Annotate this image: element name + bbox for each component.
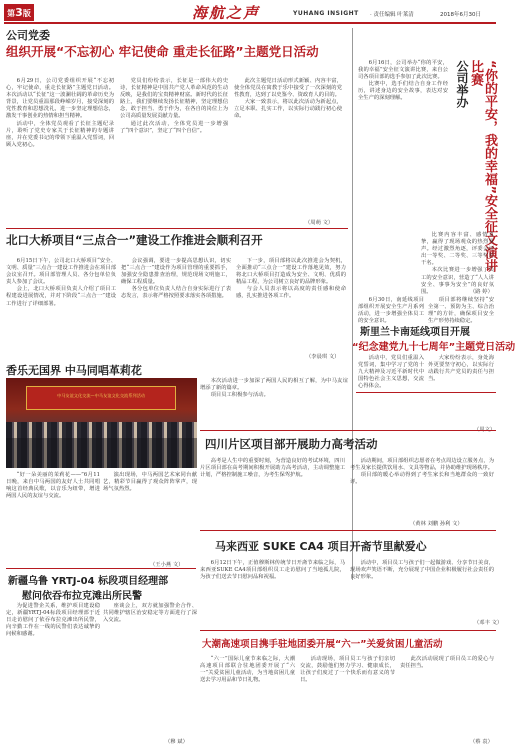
a8-p3: 此次活动展现了项目员工的爱心与责任担当。 bbox=[400, 656, 494, 670]
a7-col2 bbox=[358, 355, 424, 425]
a3-col1 bbox=[6, 472, 100, 562]
a6-col2 bbox=[103, 603, 197, 735]
a1-p3: 党员们纷纷表示，长征是一部伟大的史诗，长征精神是中国共产党人革命风范的生动反映，是我们的宝贵精神财富。新时代的长征路上，我们要继续发扬长征精神，坚定理想信念，敢于担当、勇于作为，在各自的岗位上为公司高质量发展贡献力量。 bbox=[120, 78, 228, 120]
a8-col3 bbox=[400, 656, 494, 736]
page-number-badge bbox=[4, 4, 34, 21]
masthead-rule bbox=[4, 22, 496, 24]
a3-author: （王小燕 文） bbox=[150, 562, 184, 568]
a4-p2: 活动期间，项目部组织志愿者在考点周边设立服务点，为考生及家长提供饮用水、文具等物品，并协助维护现场秩序。 bbox=[350, 458, 494, 472]
event-photo bbox=[6, 378, 197, 468]
event-crowd-shade bbox=[6, 438, 197, 468]
a8-col1 bbox=[200, 656, 295, 744]
a7-col3 bbox=[428, 355, 494, 425]
a7-author bbox=[474, 425, 495, 433]
a5-col2 bbox=[350, 560, 494, 618]
a2-title: 北口大桥项目“三点合一”建设工作推进会顺利召开 bbox=[6, 233, 263, 247]
a3-p1: “好一朵美丽的茉莉花——”6月11日晚，来自中马两国的友好人士共同唱响这首经典民歌，以音乐为纽带，增进两国人民的友谊与交流。 bbox=[6, 472, 100, 500]
a1-p2: 活动中，全体党员观看了长征主题纪录片，聆听了党史专家关于长征精神的专题讲座，并在党委书记的带领下重温入党誓词，回顾入党初心。 bbox=[6, 120, 114, 148]
a8-title: 大潮高速项目携手驻地团委开展“六一”关爱贫困儿童活动 bbox=[202, 639, 443, 650]
a4-col1 bbox=[200, 458, 345, 516]
a6-col1 bbox=[6, 603, 100, 743]
page-suffix: 版 bbox=[22, 9, 31, 18]
a5-p1: 6月12日下午，正值穆斯林传统节日开斋节来临之际，马来西亚SUKE CA4项目部组织员工走访慰问了当地孤儿院，为孩子们送去节日慰问品和祝福。 bbox=[200, 560, 345, 581]
a9-p4: 本次比赛进一步增强了员工的安全意识，营造了“人人讲安全、事事为安全”的良好氛围。 bbox=[421, 267, 494, 295]
a8-p2: 活动现场，项目员工与孩子们亲切交流，鼓励他们努力学习、健康成长，让孩子们度过了一个快乐而有意义的节日。 bbox=[300, 656, 395, 684]
a3-p2: 演出现场，中马两国艺术家同台献艺，精彩节目赢得了观众阵阵掌声，现场气氛热烈。 bbox=[103, 472, 197, 493]
a7-title: 斯里兰卡南延线项目开展 bbox=[360, 327, 470, 338]
a7-subtitle: “纪念建党九十七周年”主题党日活动 bbox=[352, 342, 515, 353]
a5-top-rule bbox=[200, 530, 496, 531]
a9-author: （路 婷） bbox=[470, 289, 493, 295]
masthead-section: YUHANG INSIGHT bbox=[293, 10, 359, 17]
a1-col3 bbox=[234, 78, 342, 218]
a7-p2: 活动中，党员们重温入党誓词，集中学习了党的十九大精神及习近平新时代中国特色社会主义思想，交流心得体会。 bbox=[358, 355, 424, 390]
a6-subtitle: 慰问依吞布拉克滩出所民警 bbox=[22, 591, 142, 602]
a1-p1: 6月29日，公司党委组织开展“不忘初心，牢记使命，重走长征路”主题党日活动。本次活动以“长征”这一波澜壮阔的革命历史为背景，让党员重温那段峥嵘岁月，接受深刻的党性教育和思想洗礼，进一步坚定理想信念，激发干事创业的热情和担当精神。 bbox=[6, 78, 114, 120]
a1-author: （周萌 文） bbox=[305, 220, 334, 226]
a2-col1 bbox=[6, 258, 116, 358]
a10-p2: 项目部将继续坚持“安全第一、预防为主、综合治理”的方针，确保项目安全生产形势持续稳定。 bbox=[428, 297, 494, 325]
a1-bottom-rule bbox=[6, 228, 348, 229]
a9-p2: 比赛中，选手们结合自身工作经历，讲述身边的安全故事，表达对安全生产的深刻理解。 bbox=[358, 81, 448, 102]
a6-author: （穆 斌） bbox=[165, 739, 188, 745]
a2-author: （李晨琪 文） bbox=[306, 354, 340, 360]
a5-title: 马来西亚 SUKE CA4 项目开斋节里献爱心 bbox=[215, 540, 427, 553]
a9-kicker: 公司举办 bbox=[455, 60, 469, 108]
a2-p6: 与会人员表示将以高度的责任感和使命感，扎实推进各项工作。 bbox=[236, 286, 346, 300]
masthead-date: 2018年6月30日 bbox=[440, 12, 481, 18]
a9-p1: 6月16日，公司举办“你的平安，我的幸福”安全征文演讲比赛，来自公司各项目部的选手参加了此次比赛。 bbox=[358, 60, 448, 81]
a1-p6: 大家一致表示，将以此次活动为新起点，立足本职、扎实工作，以实际行动践行初心使命。 bbox=[234, 99, 342, 120]
a4-p1: 高考是人生中的重要时刻，为营造良好的考试环境，四川片区项目部在高考期间积极开展助力高考活动，主动调整施工计划，严格控制施工噪音，为考生保驾护航。 bbox=[200, 458, 345, 479]
a3-p4: 项目员工积极参与活动。 bbox=[210, 392, 269, 399]
page-prefix: 第 bbox=[7, 9, 16, 18]
a4-title: 四川片区项目部开展助力高考活动 bbox=[205, 437, 378, 451]
a5-col1 bbox=[200, 560, 345, 618]
a3-p3: 本次活动进一步加深了两国人民的相互了解，为中马友谊增添了新的篇章。 bbox=[200, 378, 348, 392]
a2-p5: 下一步，项目部将以此次推进会为契机，全面推动“三点合一”建设工作落地见效，努力将北口大桥项目打造成为安全、文明、优质的精品工程，为公司树立良好的品牌形象。 bbox=[236, 258, 346, 286]
a1-col2 bbox=[120, 78, 228, 223]
masthead-editor: · 责任编辑 叶莱清 bbox=[370, 12, 414, 18]
a1-p5: 此次主题党日活动形式新颖、内容丰富，使全体党员在寓教于乐中接受了一次深刻的党性教育，达到了以史鉴今、资政育人的目的。 bbox=[234, 78, 342, 99]
masthead-logo: 海航之声 bbox=[192, 4, 261, 22]
a5-author: （邓丰 文） bbox=[474, 620, 503, 626]
a10-p1: 6月30日，南延线项目部组织开展安全生产月系列活动，进一步增强全体员工的安全意识。 bbox=[358, 297, 424, 325]
a8-p1: “六一”国际儿童节来临之际，大潮高速项目部联合驻地团委开展了“六一”关爱贫困儿童活动，为当地贫困儿童送去学习用品和节日礼物。 bbox=[200, 656, 295, 684]
a4-col2 bbox=[350, 458, 494, 516]
a3-col2 bbox=[103, 472, 197, 562]
a2-col3 bbox=[236, 258, 346, 358]
a6-p2: 座谈会上，双方就加强警企合作、共同维护辖区治安稳定等方面进行了深入交流。 bbox=[103, 603, 197, 624]
a8-author: （蔡 袁） bbox=[470, 739, 493, 745]
a2-p4: 各分包单位负责人结合自身实际进行了表态发言，表示将严格按照要求落实各项措施。 bbox=[121, 286, 231, 300]
event-banner-text: 中马友谊文化交流—中马友谊文化交流系列活动 bbox=[57, 393, 145, 398]
a3-title: 香乐无国界 中马同唱革莉花 bbox=[6, 364, 142, 377]
a1-kicker: 公司党委 bbox=[6, 29, 50, 42]
a4-top-rule bbox=[200, 430, 496, 431]
a6-top-rule bbox=[6, 568, 196, 569]
a2-p3: 会议强调，要进一步提高思想认识，切实把“三点合一”建设作为项目管理的重要抓手，加强安全隐患排查治理，规范现场文明施工，确保工程质量。 bbox=[121, 258, 231, 286]
a4-author: （黄林 刘鹏 孙利 文） bbox=[410, 521, 463, 527]
a1-col1 bbox=[6, 78, 114, 223]
a9-p3: 比赛内容丰富、感情真挚，赢得了现场观众的热烈掌声。经过激烈角逐，评委会评出一等奖、二等奖、三等奖若干名。 bbox=[421, 232, 494, 267]
a2-col2 bbox=[121, 258, 231, 358]
a4-p3: 项目部的暖心举动得到了考生家长和当地群众的一致好评。 bbox=[350, 472, 494, 486]
a9-title: “你的平安，我的幸福”安全征文演讲比赛 bbox=[468, 60, 497, 273]
a8-col2 bbox=[300, 656, 395, 744]
a5-p2: 活动中，项目员工与孩子们一起做游戏、分享节日美食，现场欢声笑语不断，充分展现了中国企业积极履行社会责任的良好形象。 bbox=[350, 560, 494, 581]
a8-top-rule bbox=[200, 630, 496, 631]
a2-p1: 6月15日下午，公司北口大桥项目“安全、文明、质量”三点合一建设工作推进会在项目部会议室召开。项目部管理人员、各分包单位负责人参加了会议。 bbox=[6, 258, 116, 286]
page-number: 3 bbox=[15, 6, 23, 19]
a7-p3: 大家纷纷表示，身处海外更要坚守初心，以实际行动践行共产党员的责任与担当。 bbox=[428, 355, 494, 383]
a1-title: 组织开展“不忘初心 牢记使命 重走长征路”主题党日活动 bbox=[6, 44, 319, 59]
a6-title: 新疆乌鲁 YRTJ-04 标段项目经理部 bbox=[8, 576, 169, 587]
a2-p2: 会上，北口大桥项目负责人介绍了项目工程建设进展情况，并对下阶段“三点合一”建设工作进行了详细部署。 bbox=[6, 286, 116, 307]
a6-p1: 为促进警企关系，维护项目建设稳定，新疆YRTJ-04标段项目经理部于近日走访慰问了依吞布拉克滩出所民警，向辛勤工作在一线的民警们表达诚挚的问候和感谢。 bbox=[6, 603, 100, 638]
a1-p4: 通过此次活动，全体党员进一步增强了“四个意识”，坚定了“四个自信”。 bbox=[120, 120, 228, 134]
